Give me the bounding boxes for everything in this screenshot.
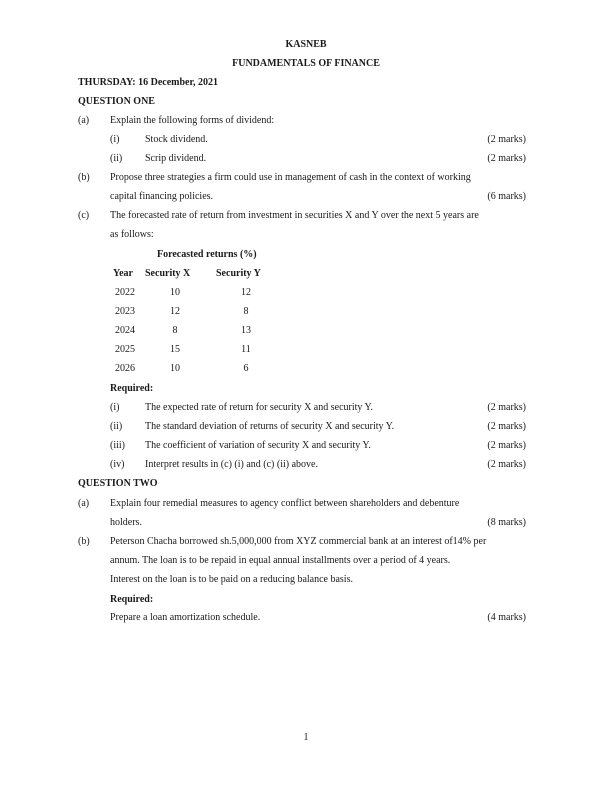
exam-date: THURSDAY: 16 December, 2021 bbox=[78, 77, 218, 88]
q1-c-ii-text: The standard deviation of returns of security X and security Y. bbox=[145, 421, 395, 432]
q1-a-ii-marks: (2 marks) bbox=[487, 153, 526, 164]
q1-a-i-marks: (2 marks) bbox=[487, 134, 526, 145]
q1-c-iv-marks: (2 marks) bbox=[487, 459, 526, 470]
q1-a-i-text: Stock dividend. bbox=[145, 134, 208, 145]
q1-c-iii-label: (iii) bbox=[110, 440, 125, 451]
q2-b-label: (b) bbox=[78, 536, 90, 547]
q2-b-line3: Interest on the loan is to be paid on a reducing balance basis. bbox=[110, 574, 353, 585]
q2-b-required: Required: bbox=[110, 594, 154, 605]
table-cell-y: 11 bbox=[241, 344, 251, 355]
q1-c-label: (c) bbox=[78, 210, 90, 221]
q1-a-ii-text: Scrip dividend. bbox=[145, 153, 207, 164]
table-caption: Forecasted returns (%) bbox=[157, 249, 257, 260]
q1-c-required: Required: bbox=[110, 383, 154, 394]
question-one-heading: QUESTION ONE bbox=[78, 96, 155, 107]
q2-b-line1: Peterson Chacha borrowed sh.5,000,000 from XYZ commercial bank at an interest of14% per bbox=[110, 536, 487, 547]
q2-a-label: (a) bbox=[78, 498, 90, 509]
question-two-heading: QUESTION TWO bbox=[78, 478, 158, 489]
table-cell-year: 2024 bbox=[115, 325, 135, 336]
q1-c-i-label: (i) bbox=[110, 402, 120, 413]
table-cell-y: 6 bbox=[243, 363, 249, 374]
table-header-security-x: Security X bbox=[145, 268, 191, 279]
table-cell-x: 10 bbox=[170, 363, 180, 374]
q2-b-task: Prepare a loan amortization schedule. bbox=[110, 612, 261, 623]
table-cell-year: 2022 bbox=[115, 287, 135, 298]
q1-c-iii-text: The coefficient of variation of security X and security Y. bbox=[145, 440, 371, 451]
q1-c-iv-label: (iv) bbox=[110, 459, 125, 470]
table-cell-year: 2023 bbox=[115, 306, 135, 317]
table-header-security-y: Security Y bbox=[216, 268, 261, 279]
org-title: KASNEB bbox=[285, 39, 327, 50]
q1-a-ii-label: (ii) bbox=[110, 153, 123, 164]
q2-b-marks: (4 marks) bbox=[487, 612, 526, 623]
page-number: 1 bbox=[303, 732, 309, 743]
q1-a-label: (a) bbox=[78, 115, 90, 126]
table-cell-x: 8 bbox=[172, 325, 178, 336]
table-cell-y: 13 bbox=[241, 325, 251, 336]
q1-c-i-marks: (2 marks) bbox=[487, 402, 526, 413]
table-cell-x: 12 bbox=[170, 306, 180, 317]
q2-a-line1: Explain four remedial measures to agency conflict between shareholders and debenture bbox=[110, 498, 460, 509]
table-cell-year: 2026 bbox=[115, 363, 135, 374]
subject-title: FUNDAMENTALS OF FINANCE bbox=[232, 58, 380, 69]
q1-c-iii-marks: (2 marks) bbox=[487, 440, 526, 451]
table-cell-y: 12 bbox=[241, 287, 251, 298]
q1-c-line1: The forecasted rate of return from investment in securities X and Y over the next 5 years are bbox=[110, 210, 479, 221]
q1-c-ii-marks: (2 marks) bbox=[487, 421, 526, 432]
table-cell-x: 10 bbox=[170, 287, 180, 298]
table-cell-y: 8 bbox=[243, 306, 249, 317]
table-cell-year: 2025 bbox=[115, 344, 135, 355]
q1-c-line2: as follows: bbox=[110, 229, 154, 240]
q1-c-ii-label: (ii) bbox=[110, 421, 123, 432]
q1-a-i-label: (i) bbox=[110, 134, 120, 145]
q1-b-label: (b) bbox=[78, 172, 90, 183]
table-cell-x: 15 bbox=[170, 344, 180, 355]
q2-b-line2: annum. The loan is to be repaid in equal annual installments over a period of 4 years. bbox=[110, 555, 451, 566]
q2-a-line2: holders. bbox=[110, 517, 142, 528]
q1-b-line1: Propose three strategies a firm could use in management of cash in the context of working bbox=[110, 172, 471, 183]
q1-b-marks: (6 marks) bbox=[487, 191, 526, 202]
table-header-year: Year bbox=[113, 268, 133, 279]
q2-a-marks: (8 marks) bbox=[487, 517, 526, 528]
q1-c-iv-text: Interpret results in (c) (i) and (c) (ii) above. bbox=[145, 459, 318, 470]
q1-c-i-text: The expected rate of return for security X and security Y. bbox=[145, 402, 373, 413]
q1-b-line2: capital financing policies. bbox=[110, 191, 214, 202]
q1-a-text: Explain the following forms of dividend: bbox=[110, 115, 275, 126]
